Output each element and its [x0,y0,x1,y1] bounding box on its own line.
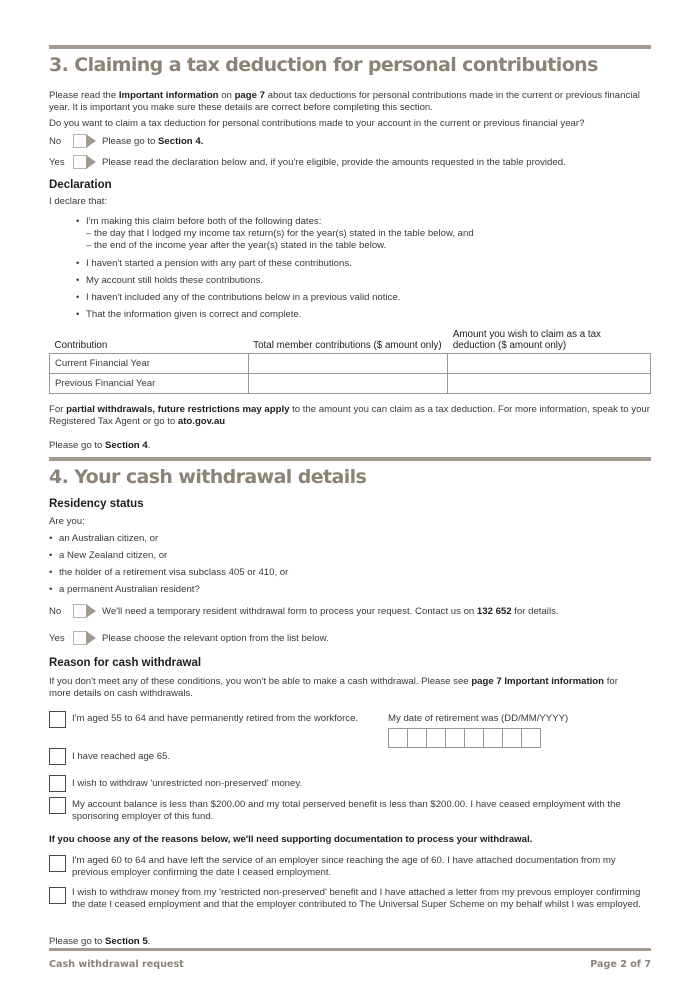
reason-retired-checkbox[interactable] [49,711,66,728]
page-footer [49,959,651,970]
declaration-heading: Declaration [49,179,112,191]
arrow-right-icon [86,155,96,169]
date-digit-cell[interactable] [483,728,503,748]
table-row [50,354,651,374]
date-digit-cell[interactable] [407,728,427,748]
section-rule [49,457,651,461]
date-digit-cell[interactable] [502,728,522,748]
section-3-question: Do you want to claim a tax deduction for personal contributions made to your account in the current or previous financial year? [49,118,585,129]
reason-restricted-checkbox[interactable] [49,887,66,904]
partial-withdrawal-note: For partial withdrawals, future restrictions may apply to the amount you can claim as a tax deduction. For more information, speak to your Registered Tax Agent or go to ato.gov.au [49,404,650,427]
current-total-input[interactable] [248,354,448,374]
arrow-right-icon [86,134,96,148]
claim-no-option [49,133,203,149]
reason-low-balance-checkbox[interactable] [49,797,66,814]
declaration-item: • I haven't started a pension with any part of these contributions. [76,258,636,270]
section-4-title: 4. Your cash withdrawal details [49,466,367,488]
residency-item: • the holder of a retirement visa subclass 405 or 410, or [49,567,609,579]
section-3-intro: Please read the Important information on page 7 about tax deductions for personal contributions made in the current or previous financial year. It is important you make sure these details are correct before completing this section. [49,90,640,113]
residency-no-text: We'll need a temporary resident withdrawal form to process your request. Contact us on 132 652 for details. [102,605,559,617]
residency-list [49,533,609,596]
residency-item: • a New Zealand citizen, or [49,550,609,562]
footer-form-title: Cash withdrawal request [49,959,184,970]
residency-no-option [49,603,559,619]
ato-link[interactable]: ato.gov.au [177,416,226,427]
footer-rule [49,948,651,951]
date-digit-cell[interactable] [388,728,408,748]
header-contribution: Contribution [54,340,108,351]
reason-heading: Reason for cash withdrawal [49,657,202,669]
date-digit-cell[interactable] [445,728,465,748]
residency-heading: Residency status [49,498,144,510]
reason-age65-checkbox[interactable] [49,748,66,765]
checkbox-square [73,134,87,148]
reason-intro: If you don't meet any of these conditions, you won't be able to make a cash withdrawal. Please see page 7 Important information for more details on cash withdrawals. [49,676,618,699]
header-total: Total member contributions ($ amount only) [253,340,442,351]
section-rule [49,45,651,49]
declaration-lead: I declare that: [49,196,108,207]
residency-yes-option [49,630,329,646]
option-label: My account balance is less than $200.00 and my total perserved benefit is less than $200.00. I have ceased employment with the sponsoring employer of this fund. [72,799,621,822]
yes-label: Yes [49,632,65,644]
option-label: I have reached age 65. [72,751,171,762]
retirement-date-input[interactable] [389,728,568,748]
checkbox-square [73,631,87,645]
retirement-date-field [388,713,568,748]
previous-total-input[interactable] [248,374,448,394]
current-claim-input[interactable] [448,354,651,374]
row-label: Current Financial Year [50,354,249,374]
row-label: Previous Financial Year [50,374,249,394]
date-digit-cell[interactable] [521,728,541,748]
option-label: I wish to withdraw 'unrestricted non-preserved' money. [72,778,303,789]
declaration-item: • That the information given is correct and complete. [76,309,636,321]
declaration-item: • I haven't included any of the contributions below in a previous valid notice. [76,292,636,304]
declaration-item: • I'm making this claim before both of the following dates: – the day that I lodged my income tax return(s) for the year(s) stated in the table below, and – the end of the income year after the year(s) stated in the table below. [76,216,636,252]
header-claim: Amount you wish to claim as a tax deduction ($ amount only) [452,329,601,351]
no-label: No [49,135,62,147]
goto-section-4: Please go to Section 4. [49,440,151,451]
reason-age60-checkbox[interactable] [49,855,66,872]
claim-yes-text: Please read the declaration below and, if you're eligible, provide the amounts requested in the table provided. [102,156,566,168]
claim-yes-option [49,154,566,170]
claim-no-checkbox[interactable] [73,134,96,148]
option-label: I wish to withdraw money from my 'restricted non-preserved' benefit and I have attached a letter from my prevous employer confirming the date I ceased employment and that the employer contributed to The Universal Super Scheme on my behalf whilst I was employed. [72,887,641,910]
section-3-title: 3. Claiming a tax deduction for personal contributions [49,54,598,76]
reason-option-age60 [49,855,644,879]
table-row [50,374,651,394]
documentation-heading: If you choose any of the reasons below, we'll need supporting documentation to process your withdrawal. [49,834,533,845]
residency-lead: Are you: [49,516,85,527]
yes-label: Yes [49,156,65,168]
table-header-row [50,329,651,354]
date-digit-cell[interactable] [426,728,446,748]
date-digit-cell[interactable] [464,728,484,748]
goto-section-5: Please go to Section 5. [49,936,151,947]
no-label: No [49,605,62,617]
footer-page-number: Page 2 of 7 [590,959,651,970]
checkbox-square [73,604,87,618]
residency-no-checkbox[interactable] [73,604,96,618]
reason-option-low-balance [49,797,639,823]
residency-yes-checkbox[interactable] [73,631,96,645]
option-label: I'm aged 55 to 64 and have permanently retired from the workforce. [72,713,359,724]
retirement-date-label: My date of retirement was (DD/MM/YYYY) [388,713,569,724]
residency-yes-text: Please choose the relevant option from the list below. [102,632,329,644]
reason-option-restricted [49,887,644,911]
reason-option-age65 [49,748,170,765]
claim-no-text: Please go to Section 4. [102,135,204,147]
reason-option-retired [49,711,358,728]
arrow-right-icon [86,604,96,618]
previous-claim-input[interactable] [448,374,651,394]
reason-option-unrestricted [49,775,302,792]
claim-yes-checkbox[interactable] [73,155,96,169]
arrow-right-icon [86,631,96,645]
reason-unrestricted-checkbox[interactable] [49,775,66,792]
checkbox-square [73,155,87,169]
residency-item: • a permanent Australian resident? [49,584,609,596]
residency-item: • an Australian citizen, or [49,533,609,545]
declaration-list [76,216,636,321]
contributions-table [49,329,651,394]
option-label: I'm aged 60 to 64 and have left the service of an employer since reaching the age of 60. I have attached documentation from my previous employer confirming the date I ceased employment. [72,855,616,878]
declaration-item: • My account still holds these contributions. [76,275,636,287]
